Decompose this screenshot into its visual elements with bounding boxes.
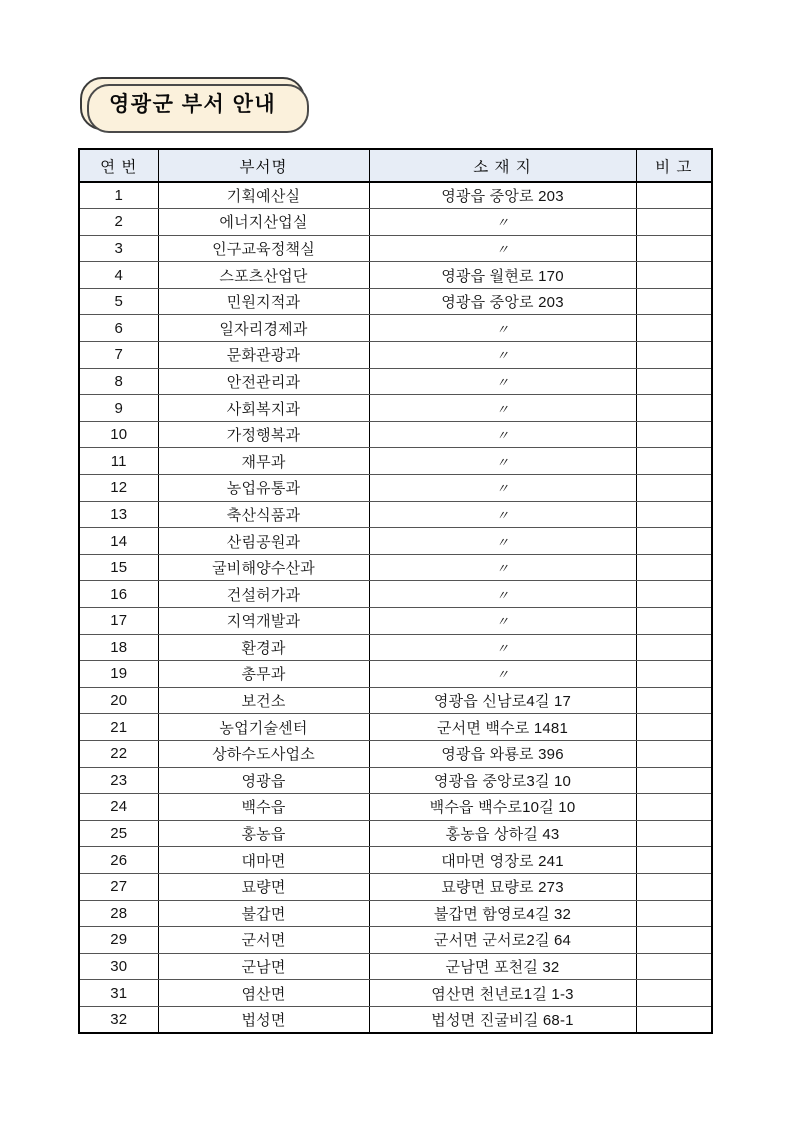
address-cell: 〃 xyxy=(369,342,636,369)
note-cell xyxy=(636,581,712,608)
table-row xyxy=(79,900,712,927)
note-cell xyxy=(636,661,712,688)
note-cell xyxy=(636,475,712,502)
address-cell: 염산면 천년로1길 1-3 xyxy=(369,980,636,1007)
address-cell: 묘량면 묘량로 273 xyxy=(369,873,636,900)
note-cell xyxy=(636,288,712,315)
department-name-cell: 백수읍 xyxy=(158,794,369,821)
address-cell: 〃 xyxy=(369,235,636,262)
address-cell: 〃 xyxy=(369,661,636,688)
table-row xyxy=(79,820,712,847)
table-row xyxy=(79,315,712,342)
department-name-cell: 스포츠산업단 xyxy=(158,262,369,289)
table-row xyxy=(79,634,712,661)
row-number-cell: 22 xyxy=(79,740,158,767)
address-cell: 백수읍 백수로10길 10 xyxy=(369,794,636,821)
row-number-cell: 1 xyxy=(79,182,158,209)
row-number-cell: 3 xyxy=(79,235,158,262)
column-header-department: 부서명 xyxy=(158,149,369,182)
table-body xyxy=(79,182,712,1033)
department-name-cell: 문화관광과 xyxy=(158,342,369,369)
row-number-cell: 2 xyxy=(79,209,158,236)
row-number-cell: 11 xyxy=(79,448,158,475)
table-row xyxy=(79,501,712,528)
address-cell: 〃 xyxy=(369,315,636,342)
row-number-cell: 28 xyxy=(79,900,158,927)
row-number-cell: 31 xyxy=(79,980,158,1007)
row-number-cell: 17 xyxy=(79,608,158,635)
note-cell xyxy=(636,421,712,448)
row-number-cell: 16 xyxy=(79,581,158,608)
table-row xyxy=(79,608,712,635)
note-cell xyxy=(636,209,712,236)
address-cell: 군남면 포천길 32 xyxy=(369,953,636,980)
table-row xyxy=(79,528,712,555)
address-cell: 〃 xyxy=(369,475,636,502)
table-row xyxy=(79,581,712,608)
row-number-cell: 5 xyxy=(79,288,158,315)
address-cell: 〃 xyxy=(369,395,636,422)
row-number-cell: 24 xyxy=(79,794,158,821)
row-number-cell: 18 xyxy=(79,634,158,661)
department-name-cell: 염산면 xyxy=(158,980,369,1007)
table-row xyxy=(79,448,712,475)
note-cell xyxy=(636,395,712,422)
row-number-cell: 21 xyxy=(79,714,158,741)
row-number-cell: 8 xyxy=(79,368,158,395)
row-number-cell: 14 xyxy=(79,528,158,555)
row-number-cell: 15 xyxy=(79,554,158,581)
note-cell xyxy=(636,794,712,821)
page-title-badge xyxy=(80,77,305,130)
department-name-cell: 대마면 xyxy=(158,847,369,874)
row-number-cell: 25 xyxy=(79,820,158,847)
table-row xyxy=(79,714,712,741)
department-name-cell: 사회복지과 xyxy=(158,395,369,422)
department-name-cell: 환경과 xyxy=(158,634,369,661)
table-row xyxy=(79,847,712,874)
department-name-cell: 민원지적과 xyxy=(158,288,369,315)
department-name-cell: 총무과 xyxy=(158,661,369,688)
department-name-cell: 상하수도사업소 xyxy=(158,740,369,767)
note-cell xyxy=(636,740,712,767)
page-title: 영광군 부서 안내 xyxy=(109,93,277,116)
department-table xyxy=(78,148,713,1034)
department-name-cell: 일자리경제과 xyxy=(158,315,369,342)
row-number-cell: 20 xyxy=(79,687,158,714)
address-cell: 법성면 진굴비길 68-1 xyxy=(369,1006,636,1033)
note-cell xyxy=(636,767,712,794)
address-cell: 〃 xyxy=(369,581,636,608)
note-cell xyxy=(636,554,712,581)
department-name-cell: 재무과 xyxy=(158,448,369,475)
note-cell xyxy=(636,342,712,369)
note-cell xyxy=(636,927,712,954)
note-cell xyxy=(636,634,712,661)
address-cell: 〃 xyxy=(369,634,636,661)
note-cell xyxy=(636,847,712,874)
department-name-cell: 굴비해양수산과 xyxy=(158,554,369,581)
department-name-cell: 불갑면 xyxy=(158,900,369,927)
department-name-cell: 군서면 xyxy=(158,927,369,954)
table-row xyxy=(79,927,712,954)
table-row xyxy=(79,873,712,900)
column-header-number: 연 번 xyxy=(79,149,158,182)
note-cell xyxy=(636,368,712,395)
address-cell: 〃 xyxy=(369,528,636,555)
department-name-cell: 영광읍 xyxy=(158,767,369,794)
note-cell xyxy=(636,687,712,714)
row-number-cell: 30 xyxy=(79,953,158,980)
address-cell: 〃 xyxy=(369,368,636,395)
row-number-cell: 7 xyxy=(79,342,158,369)
row-number-cell: 10 xyxy=(79,421,158,448)
table-row xyxy=(79,1006,712,1033)
department-name-cell: 인구교육정책실 xyxy=(158,235,369,262)
department-name-cell: 에너지산업실 xyxy=(158,209,369,236)
table-header-row xyxy=(79,149,712,182)
address-cell: 불갑면 함영로4길 32 xyxy=(369,900,636,927)
address-cell: 〃 xyxy=(369,501,636,528)
table-row xyxy=(79,209,712,236)
note-cell xyxy=(636,315,712,342)
department-name-cell: 축산식품과 xyxy=(158,501,369,528)
note-cell xyxy=(636,182,712,209)
table-row xyxy=(79,262,712,289)
column-header-note: 비 고 xyxy=(636,149,712,182)
department-name-cell: 가정행복과 xyxy=(158,421,369,448)
table-row xyxy=(79,421,712,448)
department-name-cell: 안전관리과 xyxy=(158,368,369,395)
address-cell: 영광읍 월현로 170 xyxy=(369,262,636,289)
row-number-cell: 9 xyxy=(79,395,158,422)
table-row xyxy=(79,687,712,714)
address-cell: 군서면 백수로 1481 xyxy=(369,714,636,741)
table-row xyxy=(79,980,712,1007)
row-number-cell: 6 xyxy=(79,315,158,342)
address-cell: 대마면 영장로 241 xyxy=(369,847,636,874)
table-row xyxy=(79,368,712,395)
row-number-cell: 4 xyxy=(79,262,158,289)
department-name-cell: 농업유통과 xyxy=(158,475,369,502)
table-row xyxy=(79,475,712,502)
department-name-cell: 지역개발과 xyxy=(158,608,369,635)
department-name-cell: 기획예산실 xyxy=(158,182,369,209)
department-name-cell: 농업기술센터 xyxy=(158,714,369,741)
address-cell: 영광읍 중앙로 203 xyxy=(369,182,636,209)
row-number-cell: 27 xyxy=(79,873,158,900)
row-number-cell: 23 xyxy=(79,767,158,794)
table-row xyxy=(79,953,712,980)
table-row xyxy=(79,182,712,209)
department-name-cell: 홍농읍 xyxy=(158,820,369,847)
department-name-cell: 묘량면 xyxy=(158,873,369,900)
column-header-address: 소 재 지 xyxy=(369,149,636,182)
address-cell: 영광읍 중앙로 203 xyxy=(369,288,636,315)
note-cell xyxy=(636,953,712,980)
address-cell: 〃 xyxy=(369,421,636,448)
department-name-cell: 군남면 xyxy=(158,953,369,980)
note-cell xyxy=(636,608,712,635)
table-row xyxy=(79,235,712,262)
table-row xyxy=(79,767,712,794)
note-cell xyxy=(636,1006,712,1033)
address-cell: 〃 xyxy=(369,209,636,236)
note-cell xyxy=(636,873,712,900)
table-row xyxy=(79,395,712,422)
table-row xyxy=(79,661,712,688)
address-cell: 영광읍 와룡로 396 xyxy=(369,740,636,767)
table-row xyxy=(79,288,712,315)
row-number-cell: 12 xyxy=(79,475,158,502)
address-cell: 〃 xyxy=(369,608,636,635)
table-row xyxy=(79,342,712,369)
note-cell xyxy=(636,714,712,741)
note-cell xyxy=(636,501,712,528)
department-name-cell: 건설허가과 xyxy=(158,581,369,608)
note-cell xyxy=(636,900,712,927)
row-number-cell: 19 xyxy=(79,661,158,688)
address-cell: 홍농읍 상하길 43 xyxy=(369,820,636,847)
row-number-cell: 29 xyxy=(79,927,158,954)
row-number-cell: 26 xyxy=(79,847,158,874)
address-cell: 영광읍 중앙로3길 10 xyxy=(369,767,636,794)
note-cell xyxy=(636,980,712,1007)
note-cell xyxy=(636,448,712,475)
table-row xyxy=(79,740,712,767)
address-cell: 영광읍 신남로4길 17 xyxy=(369,687,636,714)
note-cell xyxy=(636,820,712,847)
note-cell xyxy=(636,262,712,289)
address-cell: 〃 xyxy=(369,448,636,475)
row-number-cell: 32 xyxy=(79,1006,158,1033)
department-name-cell: 보건소 xyxy=(158,687,369,714)
department-name-cell: 산림공원과 xyxy=(158,528,369,555)
note-cell xyxy=(636,235,712,262)
address-cell: 〃 xyxy=(369,554,636,581)
table-row xyxy=(79,794,712,821)
row-number-cell: 13 xyxy=(79,501,158,528)
note-cell xyxy=(636,528,712,555)
address-cell: 군서면 군서로2길 64 xyxy=(369,927,636,954)
table-row xyxy=(79,554,712,581)
department-name-cell: 법성면 xyxy=(158,1006,369,1033)
